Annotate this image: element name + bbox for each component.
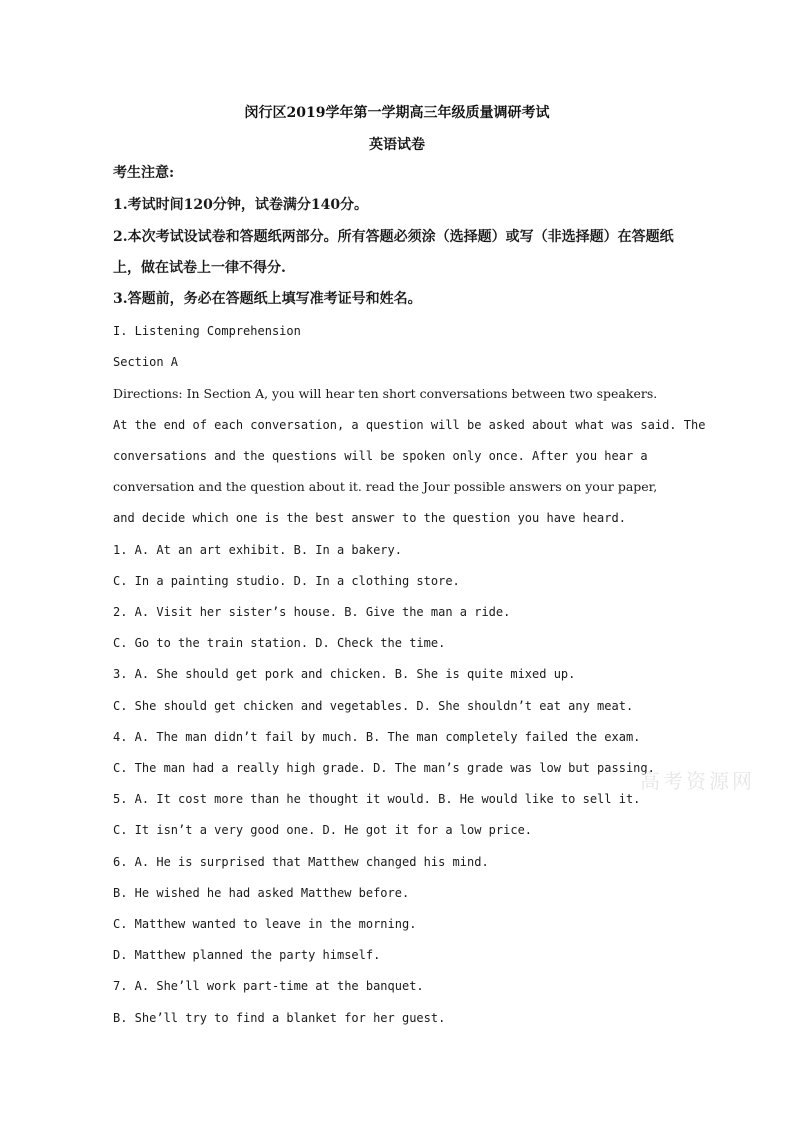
question-line: 5. A. It cost more than he thought it would. B. He would like to sell it. bbox=[113, 792, 641, 806]
question-line: C. In a painting studio. D. In a clothing store. bbox=[113, 574, 460, 588]
question-line: C. The man had a really high grade. D. The man’s grade was low but passing. bbox=[113, 761, 655, 775]
question-line: C. Go to the train station. D. Check the time. bbox=[113, 636, 446, 650]
question-line: C. Matthew wanted to leave in the morning. bbox=[113, 917, 417, 931]
exam-subtitle: 英语试卷 bbox=[369, 137, 425, 153]
question-line: 2. A. Visit her sister’s house. B. Give the man a ride. bbox=[113, 605, 511, 619]
question-line: B. She’ll try to find a blanket for her guest. bbox=[113, 1011, 446, 1025]
question-line: 3. A. She should get pork and chicken. B. She is quite mixed up. bbox=[113, 667, 576, 681]
section-heading: Section A bbox=[113, 355, 179, 369]
watermark: 高考资源网 bbox=[640, 769, 755, 793]
note-item: 2.本次考试设试卷和答题纸两部分。所有答题必须涂（选择题）或写（非选择题）在答题纸 bbox=[113, 229, 674, 245]
note-item: 上，做在试卷上一律不得分. bbox=[113, 260, 286, 276]
directions-line: conversation and the question about it. read the Jour possible answers on your paper, bbox=[113, 479, 658, 494]
directions-line: conversations and the questions will be spoken only once. After you hear a bbox=[113, 449, 648, 463]
question-line: B. He wished he had asked Matthew before. bbox=[113, 886, 410, 900]
part-heading: I. Listening Comprehension bbox=[113, 324, 301, 338]
note-item: 1.考试时间120分钟，试卷满分140分。 bbox=[113, 197, 369, 213]
question-line: 4. A. The man didn’t fail by much. B. The man completely failed the exam. bbox=[113, 730, 641, 744]
question-line: 6. A. He is surprised that Matthew changed his mind. bbox=[113, 855, 489, 869]
directions-line: and decide which one is the best answer to the question you have heard. bbox=[113, 511, 626, 525]
directions-line: At the end of each conversation, a question will be asked about what was said. The bbox=[113, 418, 706, 432]
directions-line: Directions: In Section A, you will hear ten short conversations between two speakers. bbox=[113, 386, 658, 401]
question-line: 7. A. She’ll work part-time at the banquet. bbox=[113, 979, 424, 993]
note-item: 3.答题前，务必在答题纸上填写准考证号和姓名。 bbox=[113, 291, 422, 307]
exam-title: 闵行区2019学年第一学期高三年级质量调研考试 bbox=[244, 105, 550, 121]
question-line: D. Matthew planned the party himself. bbox=[113, 948, 381, 962]
notes-heading: 考生注意: bbox=[113, 165, 175, 181]
question-line: C. It isn’t a very good one. D. He got it for a low price. bbox=[113, 823, 533, 837]
question-line: 1. A. At an art exhibit. B. In a bakery. bbox=[113, 543, 402, 557]
question-line: C. She should get chicken and vegetables. D. She shouldn’t eat any meat. bbox=[113, 699, 634, 713]
